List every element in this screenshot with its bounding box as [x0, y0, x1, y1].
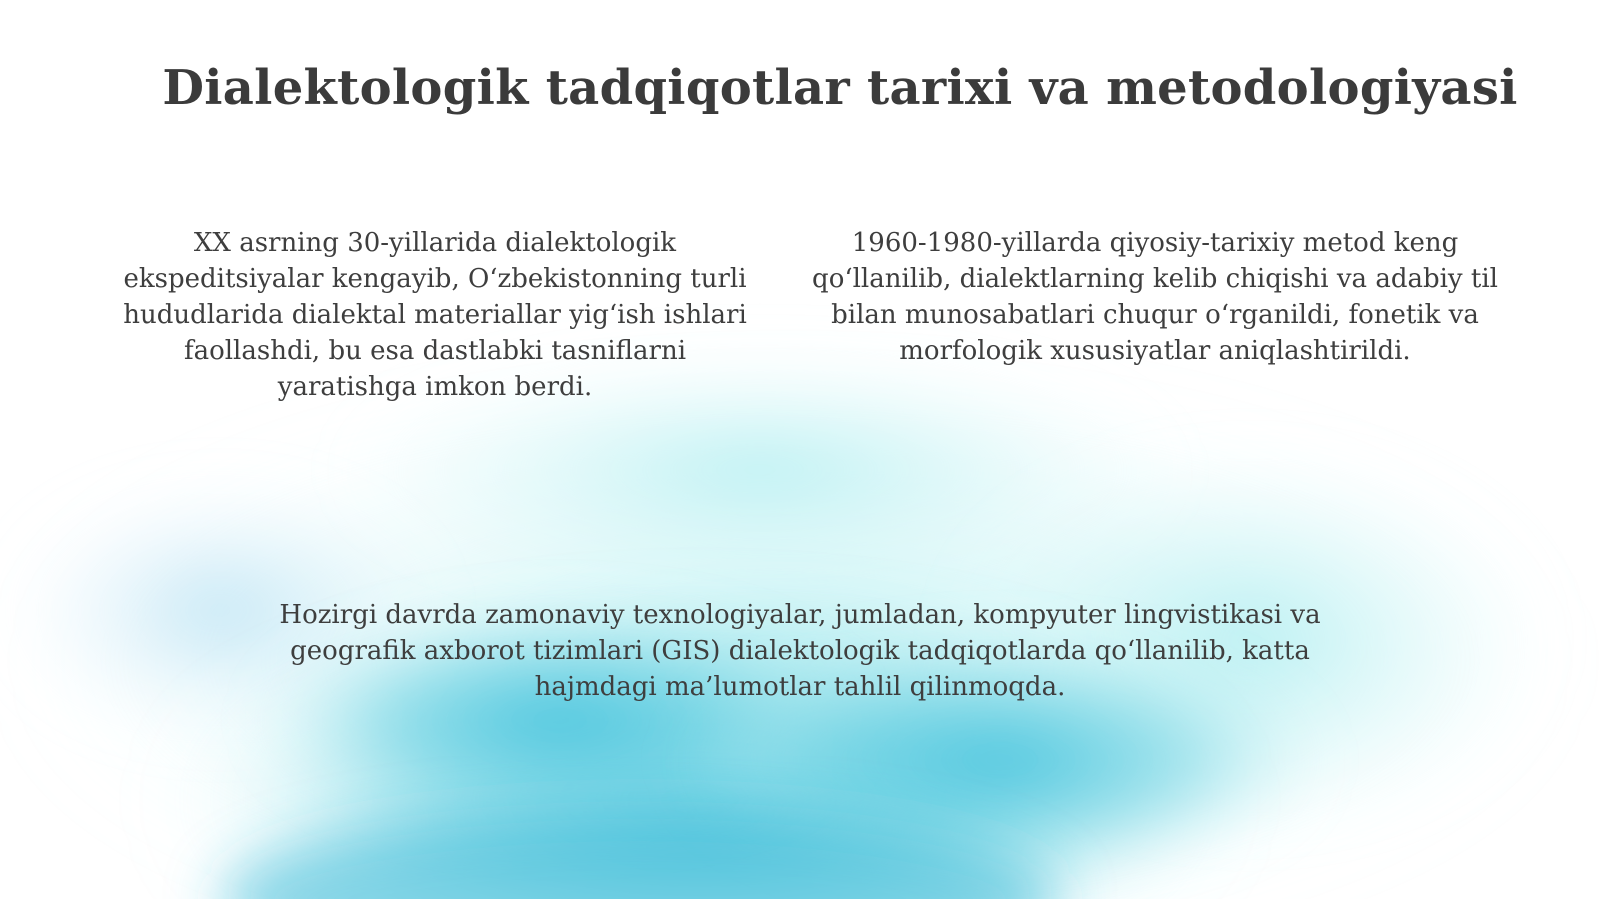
paragraph-comparative-method: 1960-1980-yillarda qiyosiy-tarixiy metod keng qo‘llanilib, dialektlarning kelib chiqishi va adabiy til bilan munosabatlari chuqur o‘rganildi, fonetik va morfologik xususiyatlar aniqlashtirildi.	[812, 228, 1498, 366]
paragraph-modern-technologies: Hozirgi davrda zamonaviy texnologiyalar, jumladan, kompyuter lingvistikasi va geografik axborot tizimlari (GIS) dialektologik tadqiqotlarda qo‘llanilib, katta hajmdagi ma’lumotlar tahlil qilinmoqda.	[279, 600, 1321, 702]
slide-title: Dialektologik tadqiqotlar tarixi va metodologiyasi	[162, 60, 1518, 116]
paragraph-history-1930s: XX asrning 30-yillarida dialektologik ekspeditsiyalar kengayib, O‘zbekistonning turli hududlarida dialektal materiallar yig‘ish ishlari faollashdi, bu esa dastlabki tasniflarni yaratishga imkon berdi.	[123, 228, 747, 402]
